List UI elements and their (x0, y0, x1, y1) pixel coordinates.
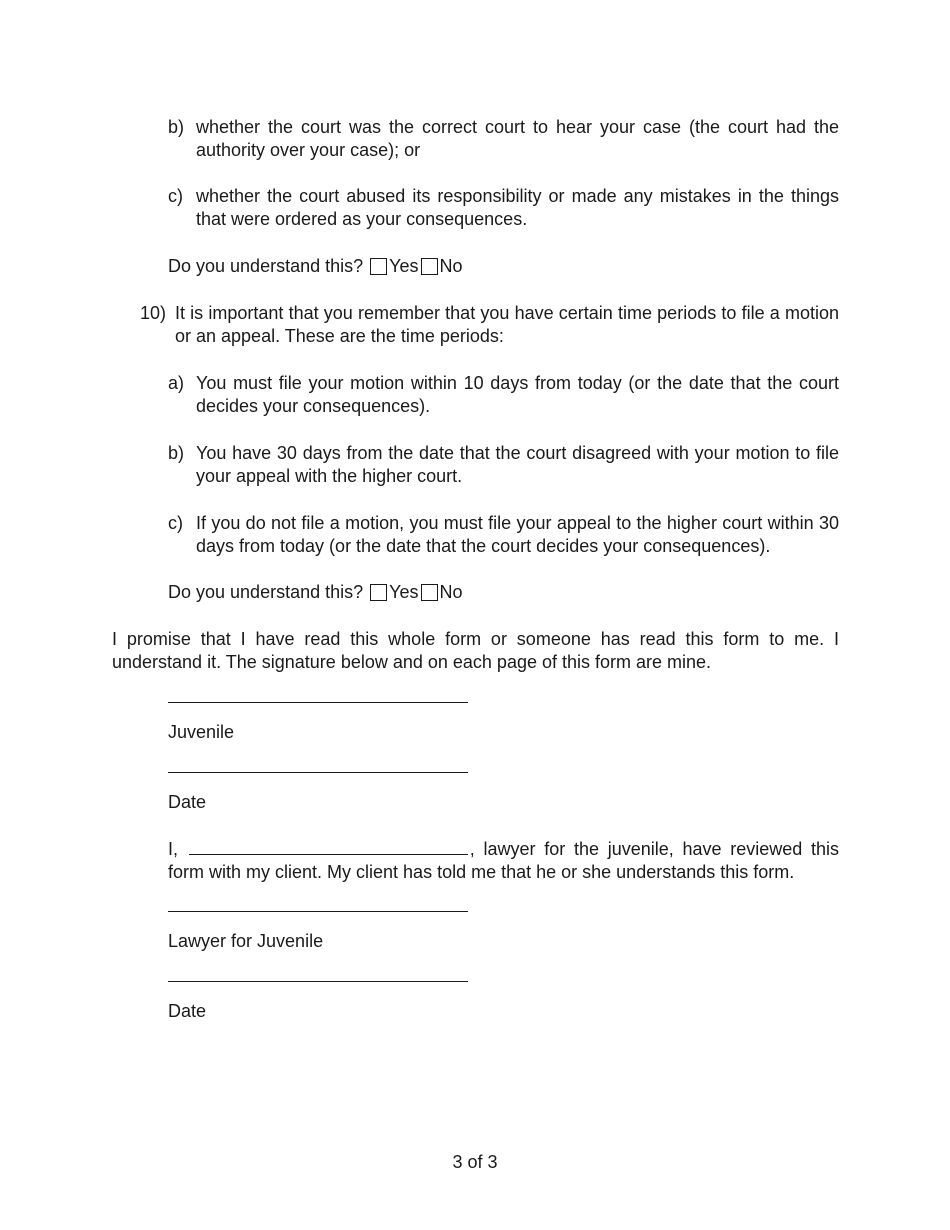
lawyer-signature-line[interactable] (168, 911, 468, 912)
item-text: You have 30 days from the date that the court disagreed with your motion to file your appeal with the higher court. (196, 443, 839, 486)
question-text: Do you understand this? (168, 582, 364, 602)
lawyer-label: Lawyer for Juvenile (168, 931, 324, 951)
understand-question-2 (168, 581, 465, 604)
item-text: whether the court abused its responsibility or made any mistakes in the things that were ordered as your consequences. (196, 186, 839, 229)
no-label: No (439, 256, 463, 276)
yes-label: Yes (389, 256, 419, 276)
lawyer-statement-text: , lawyer for the juvenile, have reviewed this form with my client. My client has told me that he or she understands this form. (168, 839, 839, 882)
item-text: If you do not file a motion, you must file your appeal to the higher court within 30 days from today (or the date that the court decides your consequences). (196, 513, 839, 556)
list-item-10b (168, 442, 839, 488)
item-label: b) (168, 117, 185, 137)
no-checkbox[interactable] (421, 258, 438, 275)
yes-checkbox[interactable] (370, 584, 387, 601)
lawyer-statement-prefix: I, (168, 839, 179, 859)
item-text: You must file your motion within 10 days from today (or the date that the court decides your consequences). (196, 373, 839, 416)
item-label: a) (168, 373, 185, 393)
item-label: 10) (140, 303, 167, 323)
yes-checkbox[interactable] (370, 258, 387, 275)
item-text: whether the court was the correct court to hear your case (the court had the authority over your case); or (196, 117, 839, 160)
list-item-10c (168, 512, 839, 558)
lawyer-name-blank[interactable] (189, 837, 468, 855)
list-item-b (168, 116, 839, 162)
no-checkbox[interactable] (421, 584, 438, 601)
lawyer-date-line[interactable] (168, 981, 468, 982)
date-label: Date (168, 792, 207, 812)
list-item-10 (140, 302, 839, 348)
understand-question-1 (168, 255, 465, 278)
lawyer-statement (168, 837, 839, 884)
question-text: Do you understand this? (168, 256, 364, 276)
promise-statement: I promise that I have read this whole form or someone has read this form to me. I understand it. The signature below and on each page of this form are mine. (112, 629, 839, 672)
list-item-c (168, 185, 839, 231)
item-text: It is important that you remember that you have certain time periods to file a motion or an appeal. These are the time periods: (175, 303, 839, 346)
date-label: Date (168, 1001, 207, 1021)
juvenile-date-line[interactable] (168, 772, 468, 773)
no-label: No (439, 582, 463, 602)
yes-label: Yes (389, 582, 419, 602)
item-label: b) (168, 443, 185, 463)
juvenile-signature-line[interactable] (168, 702, 468, 703)
page-number: 3 of 3 (452, 1152, 498, 1172)
juvenile-label: Juvenile (168, 722, 235, 742)
item-label: c) (168, 186, 183, 206)
list-item-10a (168, 372, 839, 418)
item-label: c) (168, 513, 183, 533)
